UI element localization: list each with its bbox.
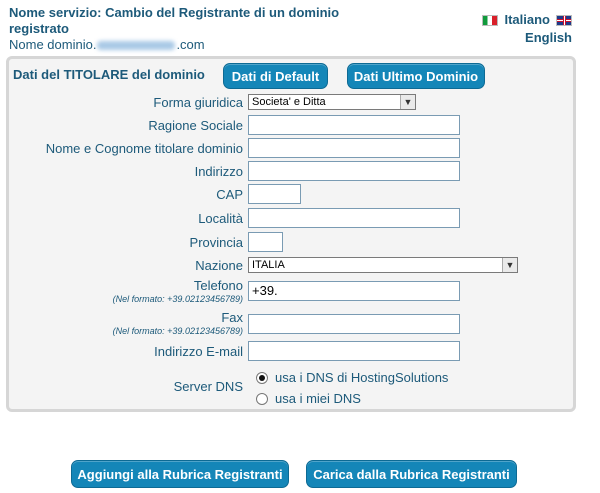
provincia-input[interactable]: [248, 232, 283, 252]
nazione-value: ITALIA: [252, 259, 285, 271]
label-localita: Località: [198, 211, 243, 226]
language-italian[interactable]: Italiano: [504, 12, 550, 27]
fax-format-hint: (Nel formato: +39.02123456789): [112, 326, 243, 336]
nazione-select[interactable]: [248, 257, 518, 273]
dns-option-custom[interactable]: [256, 391, 361, 406]
panel-title: Dati del TITOLARE del dominio: [13, 67, 205, 82]
email-input[interactable]: [248, 341, 460, 361]
dns-option-1-label: usa i DNS di HostingSolutions: [275, 370, 449, 385]
label-telefono: Telefono: [193, 278, 243, 293]
label-server-dns: Server DNS: [173, 379, 243, 394]
service-title: Nome servizio: Cambio del Registrante di un dominio registrato: [9, 5, 340, 36]
label-forma-giuridica: Forma giuridica: [153, 95, 243, 110]
load-from-registrant-book-button[interactable]: Carica dalla Rubrica Registranti: [306, 460, 517, 488]
add-to-registrant-book-button[interactable]: Aggiungi alla Rubrica Registranti: [71, 460, 289, 488]
uk-flag-icon[interactable]: [556, 15, 572, 26]
chevron-down-icon[interactable]: ▼: [400, 95, 415, 109]
forma-giuridica-select[interactable]: [248, 94, 416, 110]
label-ragione-sociale: Ragione Sociale: [148, 118, 243, 133]
indirizzo-input[interactable]: [248, 161, 460, 181]
forma-giuridica-value: Societa' e Ditta: [252, 96, 326, 108]
last-domain-data-button[interactable]: Dati Ultimo Dominio: [347, 63, 485, 89]
domain-name: [9, 37, 205, 53]
localita-input[interactable]: [248, 208, 460, 228]
italy-flag-icon[interactable]: [482, 15, 498, 26]
label-nazione: Nazione: [195, 258, 243, 273]
label-provincia: Provincia: [189, 235, 243, 250]
radio-button[interactable]: [256, 372, 268, 384]
radio-button[interactable]: [256, 393, 268, 405]
language-english[interactable]: English: [525, 30, 572, 45]
owner-data-panel: [6, 56, 576, 412]
telefono-format-hint: (Nel formato: +39.02123456789): [112, 294, 243, 304]
domain-suffix: .com: [176, 37, 205, 52]
chevron-down-icon[interactable]: ▼: [502, 258, 517, 272]
fax-input[interactable]: [248, 314, 460, 334]
telefono-input[interactable]: +39.: [248, 281, 460, 301]
default-data-button[interactable]: Dati di Default: [223, 63, 328, 89]
dns-option-2-label: usa i miei DNS: [275, 391, 361, 406]
label-fax: Fax: [221, 310, 243, 325]
label-cap: CAP: [216, 187, 243, 202]
label-email: Indirizzo E-mail: [154, 344, 243, 359]
redacted-domain: [97, 41, 175, 50]
nome-cognome-input[interactable]: [248, 138, 460, 158]
domain-prefix: Nome dominio.: [9, 37, 97, 52]
cap-input[interactable]: [248, 184, 301, 204]
dns-option-hostingsolutions[interactable]: [256, 370, 448, 385]
language-switcher: [482, 12, 572, 46]
ragione-sociale-input[interactable]: [248, 115, 460, 135]
label-nome-cognome: Nome e Cognome titolare dominio: [45, 141, 243, 156]
label-indirizzo: Indirizzo: [194, 164, 243, 179]
